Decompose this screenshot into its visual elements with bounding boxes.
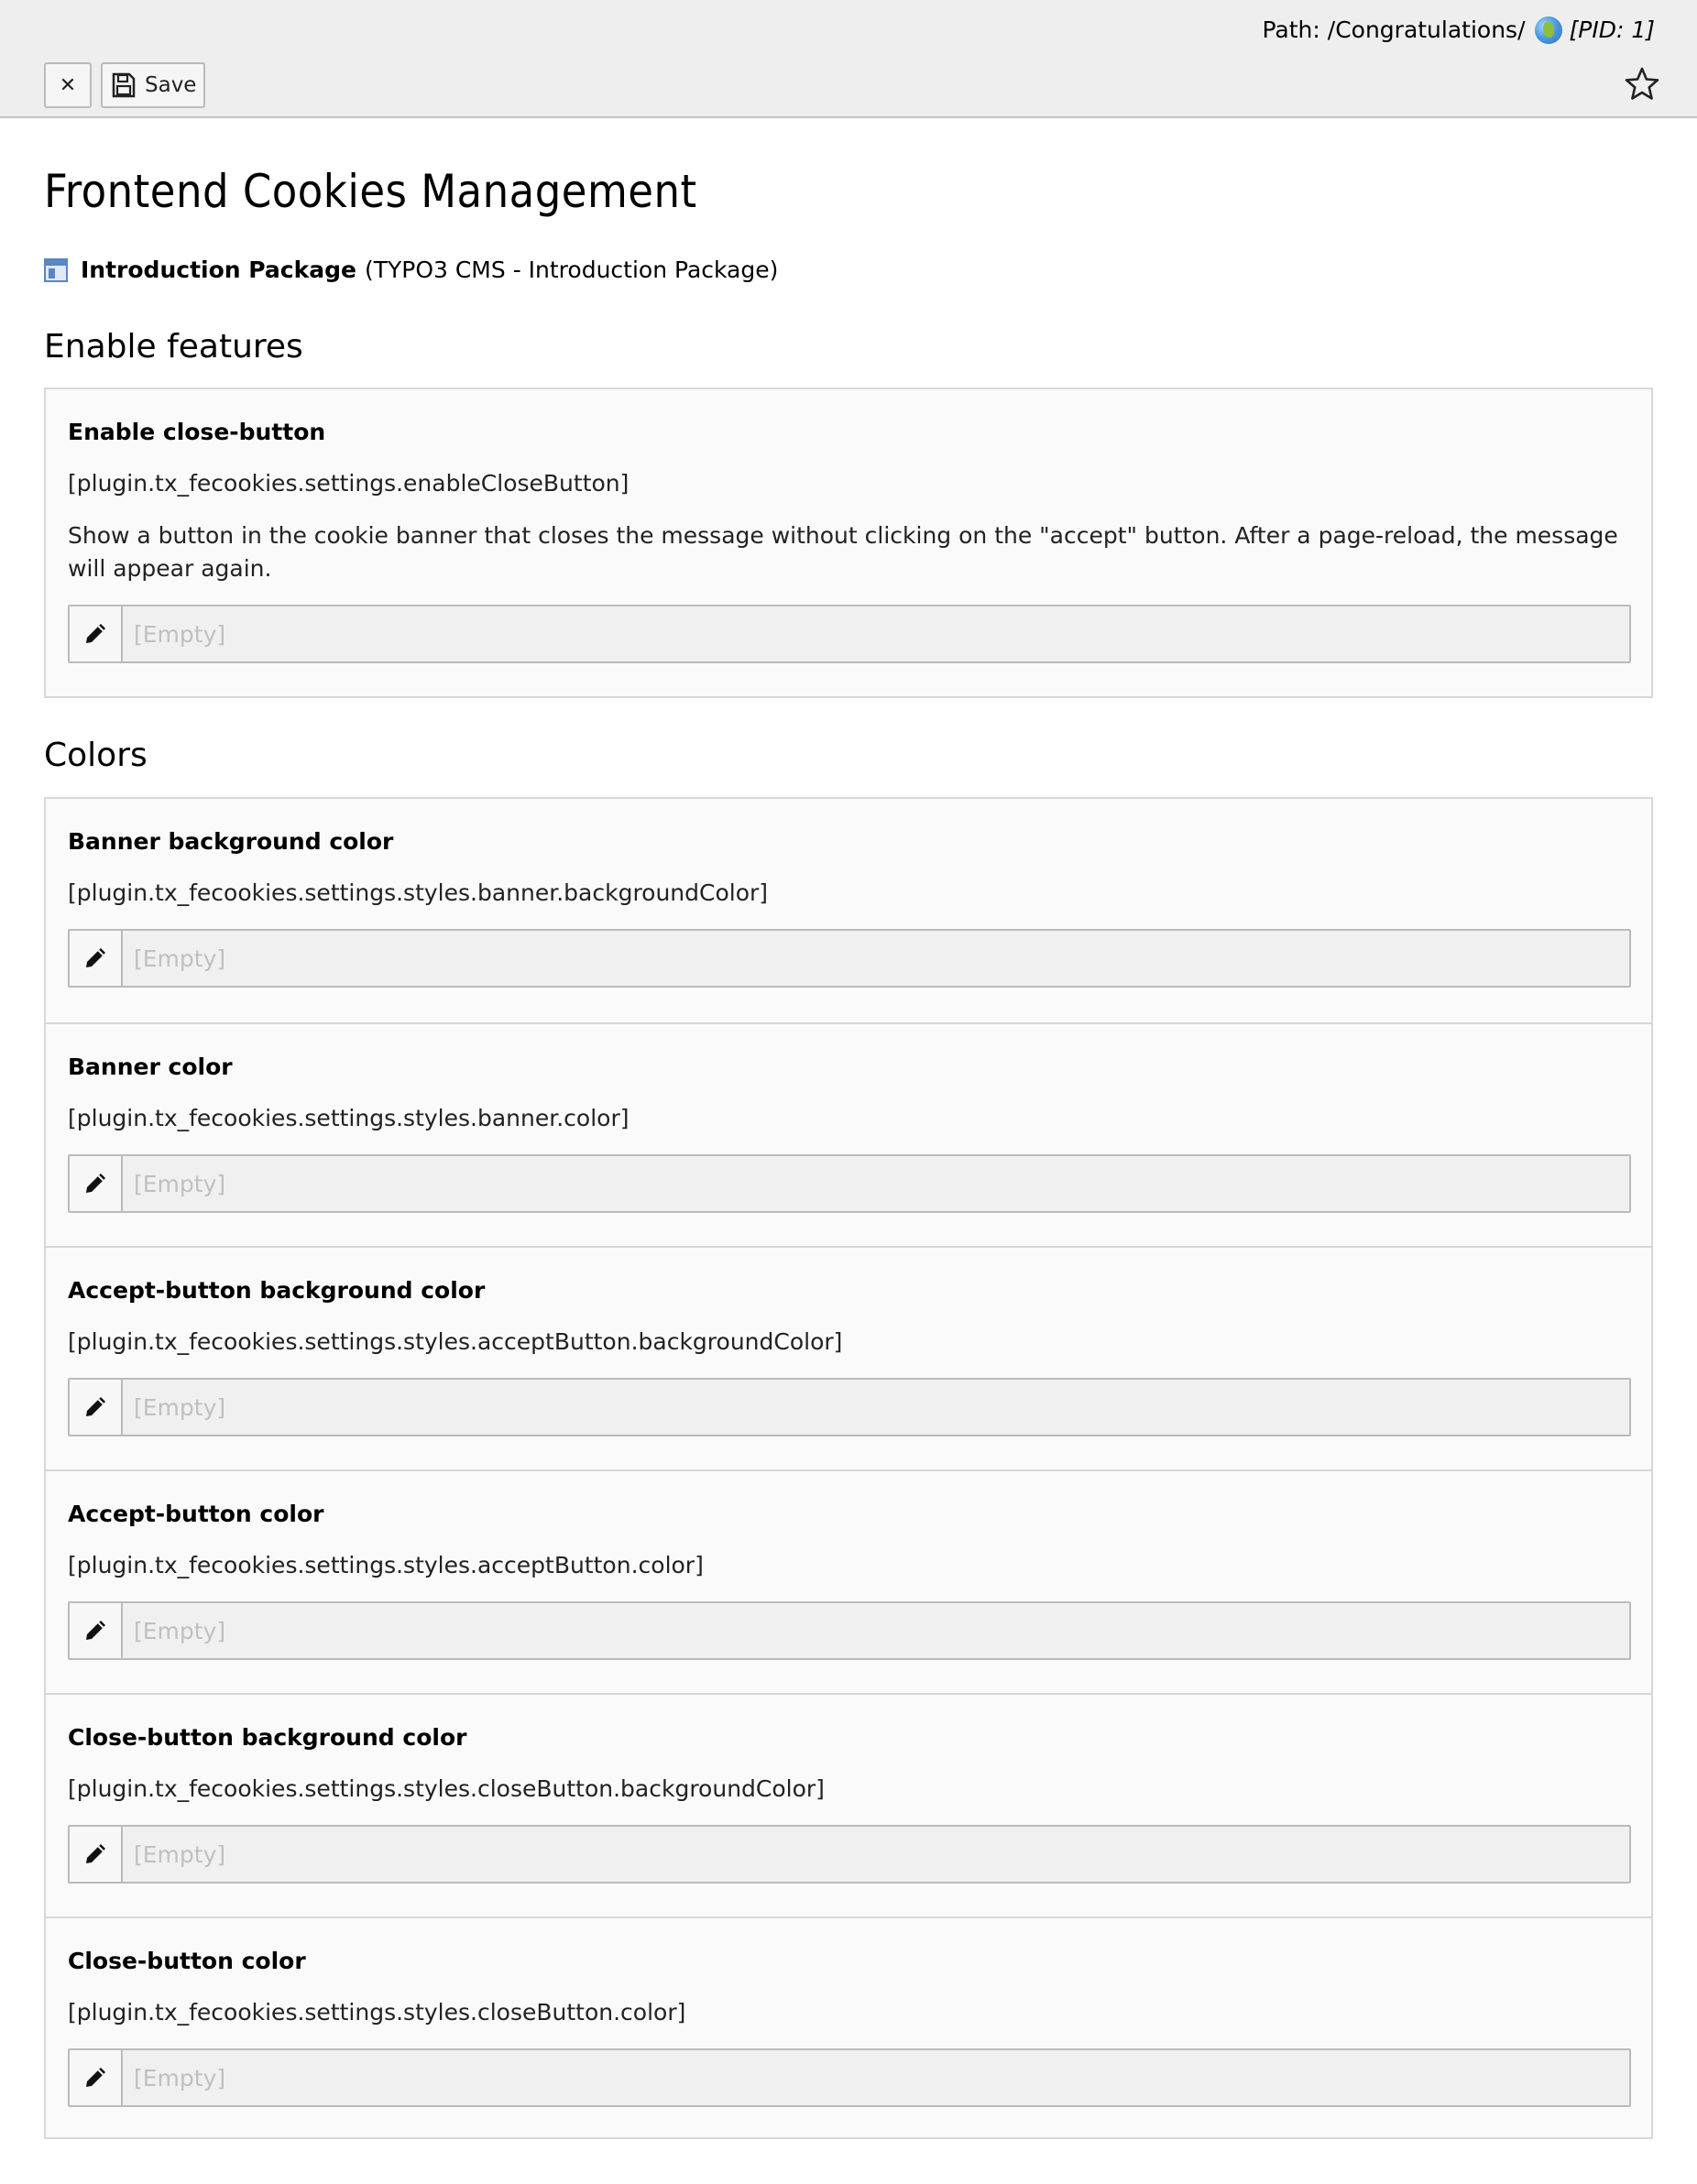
edit-button[interactable] bbox=[70, 1827, 123, 1882]
field-accept-button-background-color bbox=[46, 1246, 1651, 1469]
field-key: [plugin.tx_fecookies.settings.enableCloseButton] bbox=[68, 470, 630, 497]
doc-header bbox=[0, 0, 1697, 118]
path-label: Path: /Congratulations/ bbox=[1262, 16, 1526, 43]
value-input-group bbox=[68, 1601, 1631, 1660]
save-button[interactable] bbox=[101, 62, 205, 108]
globe-icon bbox=[1535, 16, 1562, 44]
value-input[interactable]: [Empty] bbox=[123, 1380, 1629, 1435]
pencil-icon bbox=[82, 621, 108, 647]
close-icon: ✕ bbox=[59, 73, 77, 97]
edit-button[interactable] bbox=[70, 931, 123, 986]
value-input[interactable]: [Empty] bbox=[123, 931, 1629, 986]
field-banner-background-color bbox=[46, 799, 1651, 1022]
value-input-group bbox=[68, 605, 1631, 663]
value-input-group bbox=[68, 1825, 1631, 1884]
close-button[interactable] bbox=[44, 62, 92, 108]
edit-button[interactable] bbox=[70, 2050, 123, 2105]
value-input-group bbox=[68, 929, 1631, 988]
page-title: Frontend Cookies Management bbox=[44, 165, 697, 218]
field-key: [plugin.tx_fecookies.settings.styles.banner.color] bbox=[68, 1105, 630, 1131]
edit-button[interactable] bbox=[70, 1603, 123, 1658]
field-label: Banner color bbox=[68, 1054, 233, 1080]
value-input[interactable]: [Empty] bbox=[123, 1603, 1629, 1658]
field-key: [plugin.tx_fecookies.settings.styles.closeButton.backgroundColor] bbox=[68, 1775, 825, 1802]
pencil-icon bbox=[82, 1171, 108, 1196]
edit-button[interactable] bbox=[70, 606, 123, 661]
value-input-group bbox=[68, 2048, 1631, 2107]
field-enable-close-button bbox=[46, 389, 1651, 696]
pencil-icon bbox=[82, 1394, 108, 1420]
field-banner-color bbox=[46, 1022, 1651, 1246]
record-name: Introduction Package bbox=[81, 257, 356, 283]
section-heading-colors: Colors bbox=[44, 737, 148, 774]
field-key: [plugin.tx_fecookies.settings.styles.closeButton.color] bbox=[68, 1999, 686, 2026]
field-description: Show a button in the cookie banner that closes the message without clicking on the "accept" button. After a page-reload, the message will appear again. bbox=[68, 522, 1618, 582]
template-record-icon bbox=[44, 258, 68, 282]
value-input[interactable]: [Empty] bbox=[123, 606, 1629, 661]
page-path bbox=[1262, 15, 1655, 46]
field-label: Accept-button background color bbox=[68, 1277, 486, 1304]
value-input-group bbox=[68, 1378, 1631, 1436]
field-label: Close-button background color bbox=[68, 1724, 467, 1751]
save-label: Save bbox=[145, 73, 197, 97]
pencil-icon bbox=[82, 1618, 108, 1643]
pencil-icon bbox=[82, 1841, 108, 1867]
pencil-icon bbox=[82, 2065, 108, 2091]
field-key: [plugin.tx_fecookies.settings.styles.acceptButton.backgroundColor] bbox=[68, 1328, 843, 1355]
field-key: [plugin.tx_fecookies.settings.styles.banner.backgroundColor] bbox=[68, 879, 769, 906]
field-label: Enable close-button bbox=[68, 419, 326, 445]
enable-features-panel bbox=[44, 388, 1653, 698]
field-accept-button-color bbox=[46, 1469, 1651, 1693]
field-close-button-color bbox=[46, 1916, 1651, 2137]
record-info bbox=[44, 255, 778, 286]
record-subtitle: (TYPO3 CMS - Introduction Package) bbox=[364, 257, 779, 283]
value-input-group bbox=[68, 1154, 1631, 1213]
field-close-button-background-color bbox=[46, 1693, 1651, 1916]
save-icon bbox=[112, 72, 136, 98]
field-label: Banner background color bbox=[68, 828, 394, 855]
section-heading-enable-features: Enable features bbox=[44, 328, 303, 366]
value-input[interactable]: [Empty] bbox=[123, 1827, 1629, 1882]
value-input[interactable]: [Empty] bbox=[123, 2050, 1629, 2105]
colors-panel bbox=[44, 797, 1653, 2139]
field-label: Close-button color bbox=[68, 1948, 306, 1974]
field-label: Accept-button color bbox=[68, 1501, 324, 1527]
pencil-icon bbox=[82, 945, 108, 971]
page-id: [PID: 1] bbox=[1569, 16, 1655, 43]
field-key: [plugin.tx_fecookies.settings.styles.acceptButton.color] bbox=[68, 1552, 704, 1578]
value-input[interactable]: [Empty] bbox=[123, 1156, 1629, 1211]
bookmark-star-icon[interactable] bbox=[1624, 66, 1660, 103]
edit-button[interactable] bbox=[70, 1380, 123, 1435]
edit-button[interactable] bbox=[70, 1156, 123, 1211]
